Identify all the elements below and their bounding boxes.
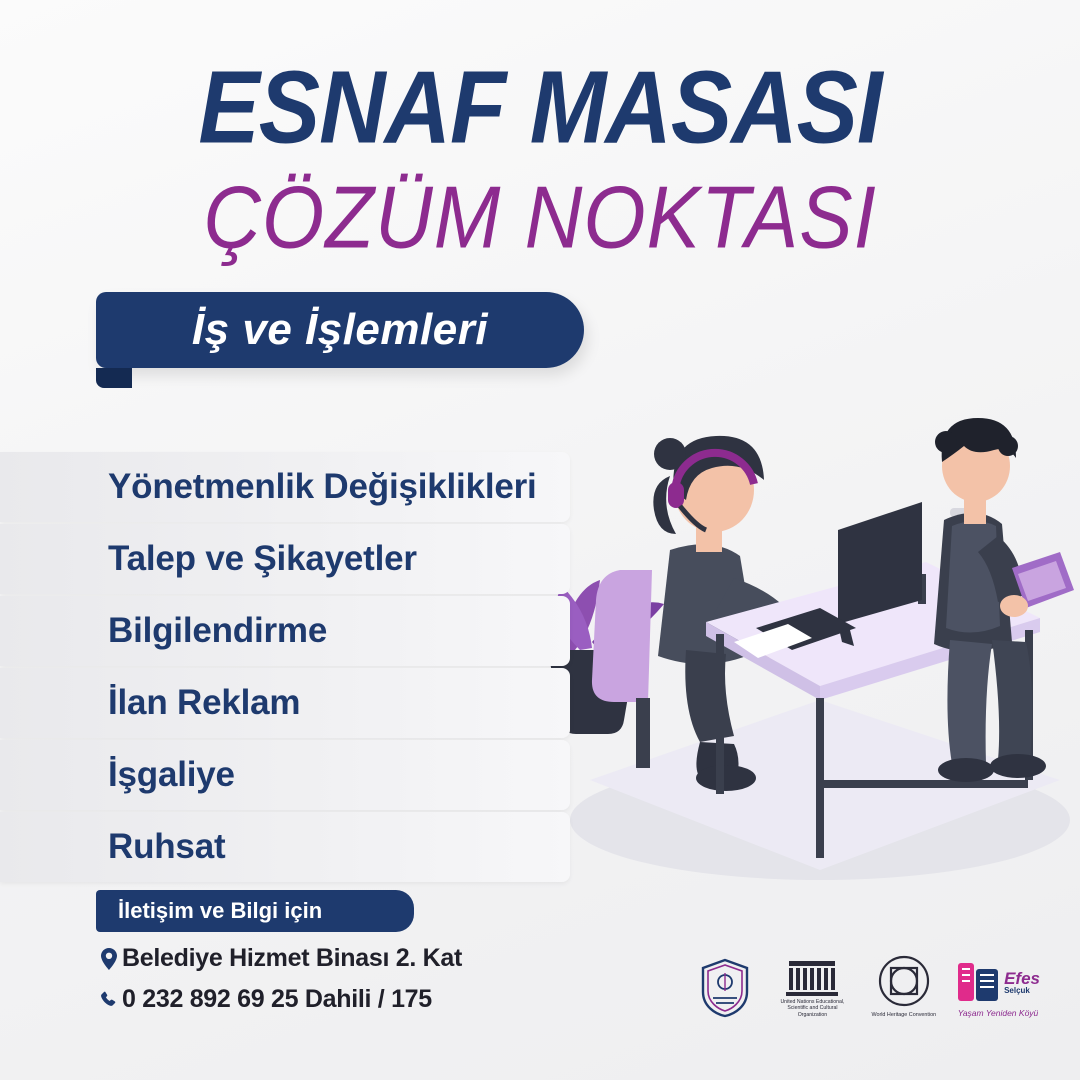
ribbon-banner: [96, 292, 584, 368]
unesco-columns-icon: [789, 968, 835, 990]
list-item-label: Yönetmenlik Değişiklikleri: [108, 467, 537, 506]
efes-logo-slogan: Yaşam Yeniden Köyü: [957, 1008, 1039, 1018]
list-item-label: Talep ve Şikayetler: [108, 539, 417, 578]
contact-address: Belediye Hizmet Binası 2. Kat: [122, 944, 463, 972]
efes-logo-title: Efes: [1004, 968, 1040, 988]
phone-icon: [96, 991, 122, 1009]
contact-heading: İletişim ve Bilgi için: [118, 898, 323, 923]
contact-heading-banner: [96, 890, 414, 932]
efes-selcuk-logo: [956, 959, 1040, 1018]
efes-logo-subtitle: Selçuk: [1004, 985, 1030, 995]
list-item: [0, 668, 570, 738]
contact-phone-row: [96, 985, 496, 1014]
call-center-desk-illustration: [520, 350, 1080, 910]
contact-block: [96, 890, 496, 1014]
list-item: [0, 596, 570, 666]
page-subtitle: ÇÖZÜM NOKTASI: [203, 168, 877, 267]
ribbon-fold-decoration: [96, 368, 132, 388]
logo-strip: [697, 954, 1040, 1018]
unesco-caption: United Nations Educational, Scientific and Cultural Organization: [780, 998, 845, 1018]
municipality-crest-logo: [697, 958, 753, 1018]
page-title: ESNAF MASASI: [198, 50, 882, 166]
service-list: [0, 452, 570, 884]
list-item: [0, 812, 570, 882]
list-item-label: Bilgilendirme: [108, 611, 328, 650]
location-pin-icon: [96, 948, 122, 970]
unesco-base-icon: [786, 992, 838, 996]
unesco-logo: [773, 961, 851, 1019]
contact-phone: 0 232 892 69 25 Dahili / 175: [122, 985, 432, 1013]
list-item-label: İlan Reklam: [108, 683, 301, 722]
unesco-roof-icon: [789, 961, 835, 966]
ribbon-label: İş ve İşlemleri: [191, 305, 489, 354]
list-item: [0, 452, 570, 522]
list-item: [0, 524, 570, 594]
world-heritage-logo: [871, 954, 936, 1018]
list-item-label: İşgaliye: [108, 755, 235, 794]
contact-address-row: [96, 944, 496, 973]
world-heritage-caption: World Heritage Convention: [871, 1011, 937, 1018]
list-item: [0, 740, 570, 810]
list-item-label: Ruhsat: [108, 827, 226, 866]
